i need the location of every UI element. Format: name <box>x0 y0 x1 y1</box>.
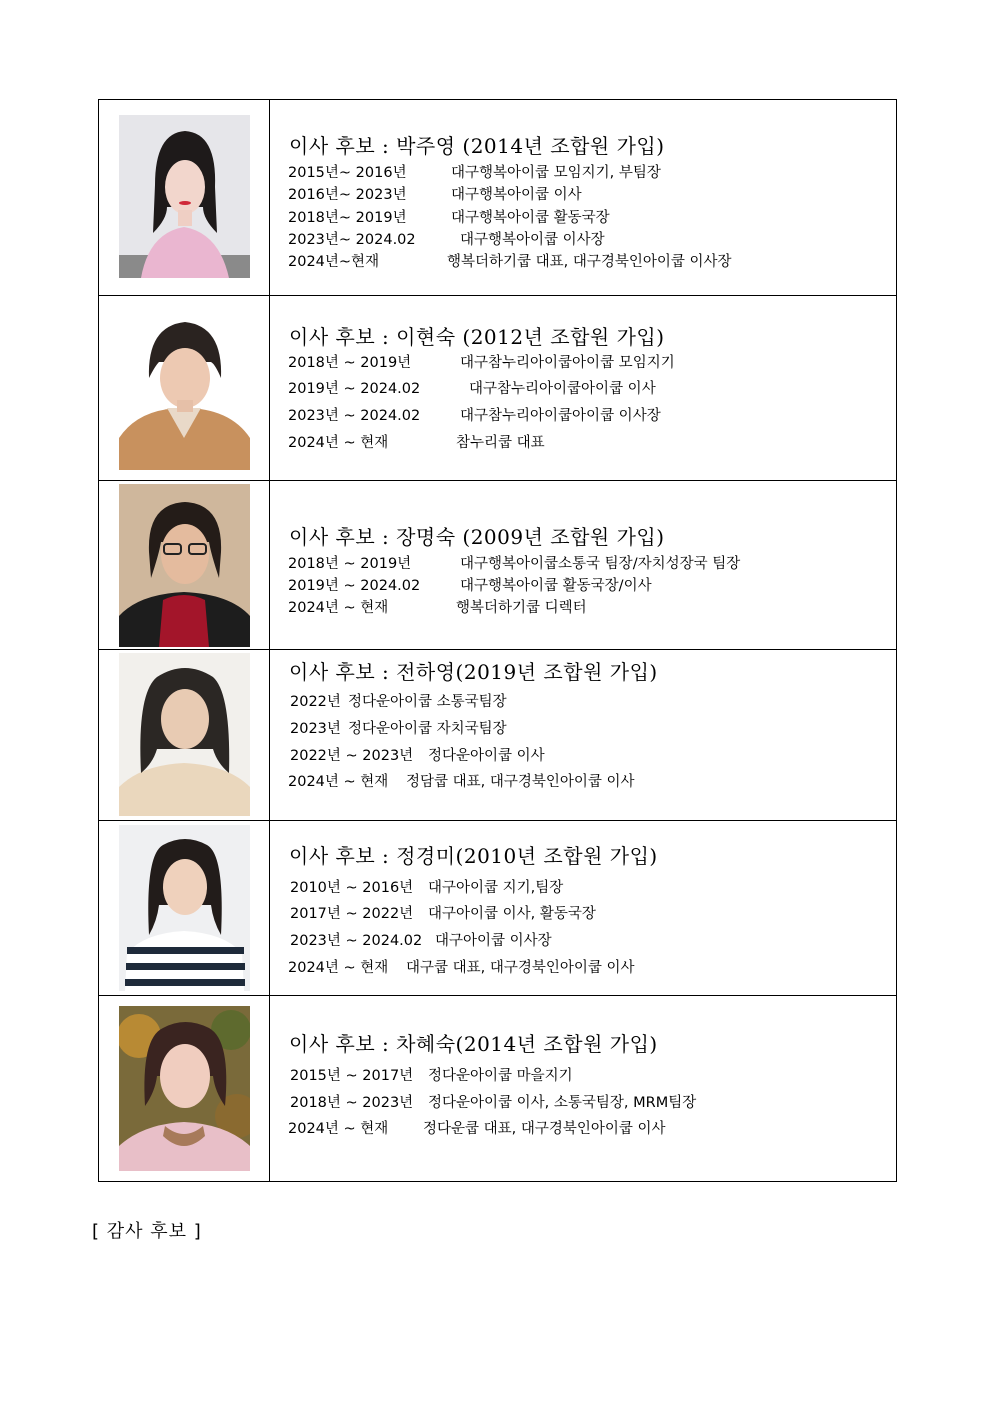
history-item <box>290 744 545 765</box>
history-period: 2019년 ~ 2024.02 <box>288 381 421 397</box>
history-role: 대구행복아이쿱 이사 <box>451 187 582 203</box>
history-period: 2023년 ~ 2024.02 <box>290 933 423 949</box>
history-role: 행복더하기쿱 디렉터 <box>456 600 587 616</box>
info-cell <box>270 296 897 481</box>
history-period: 2024년 ~ 현재 <box>288 435 389 451</box>
history-role: 정다운쿱 대표, 대구경북인아이쿱 이사 <box>423 1121 666 1137</box>
photo-cell <box>99 650 270 821</box>
candidate-title: 이사 후보 : 차혜숙(2014년 조합원 가입) <box>289 1032 658 1056</box>
history-item <box>288 250 732 271</box>
candidate-photo <box>119 115 250 278</box>
history-role: 대구행복아이쿱 활동국장 <box>451 210 610 226</box>
history-item <box>288 183 582 204</box>
history-period: 2015년~ 2016년 <box>288 165 407 181</box>
candidate-title: 이사 후보 : 이현숙 (2012년 조합원 가입) <box>289 325 665 349</box>
history-role: 정다운아이쿱 이사 <box>428 748 545 764</box>
candidate-table <box>98 99 897 1182</box>
history-period: 2018년 ~ 2023년 <box>290 1095 414 1111</box>
info-cell <box>270 821 897 996</box>
history-role: 정다운아이쿱 이사, 소통국팀장, MRM팀장 <box>428 1095 697 1111</box>
history-period: 2024년 ~ 현재 <box>288 774 389 790</box>
history-period: 2019년 ~ 2024.02 <box>288 578 421 594</box>
candidate-photo <box>119 308 250 470</box>
candidate-photo <box>119 1006 250 1171</box>
history-item <box>288 956 635 977</box>
history-role: 정다운아이쿱 자치국팀장 <box>348 721 507 737</box>
history-item <box>288 770 635 791</box>
history-role: 대구아이쿱 지기,팀장 <box>428 880 564 896</box>
history-period: 2022년 ~ 2023년 <box>290 748 414 764</box>
candidate-row <box>99 296 897 481</box>
candidate-title: 이사 후보 : 장명숙 (2009년 조합원 가입) <box>289 525 665 549</box>
history-item <box>288 228 605 249</box>
history-period: 2023년~ 2024.02 <box>288 232 416 248</box>
history-role: 대구행복아이쿱소통국 팀장/자치성장국 팀장 <box>460 556 741 572</box>
history-period: 2024년 ~ 현재 <box>288 600 389 616</box>
history-role: 정다운아이쿱 소통국팀장 <box>348 694 507 710</box>
history-item <box>290 1064 573 1085</box>
candidate-row <box>99 821 897 996</box>
candidate-title: 이사 후보 : 정경미(2010년 조합원 가입) <box>289 844 658 868</box>
history-role: 대구참누리아이쿱아이쿱 모임지기 <box>460 355 675 371</box>
candidate-title: 이사 후보 : 전하영(2019년 조합원 가입) <box>289 660 658 684</box>
history-role: 대구참누리아이쿱아이쿱 이사 <box>469 381 656 397</box>
info-cell <box>270 996 897 1182</box>
history-item <box>290 929 552 950</box>
history-period: 2024년 ~ 현재 <box>288 960 389 976</box>
history-period: 2024년 ~ 현재 <box>288 1121 389 1137</box>
history-item <box>290 1091 696 1112</box>
history-role: 대구아이쿱 이사장 <box>435 933 552 949</box>
history-period: 2023년 <box>290 721 341 737</box>
history-period: 2015년 ~ 2017년 <box>290 1068 414 1084</box>
history-item <box>288 206 610 227</box>
history-role: 대구참누리아이쿱아이쿱 이사장 <box>460 408 661 424</box>
candidate-photo <box>119 653 250 816</box>
history-period: 2023년 ~ 2024.02 <box>288 408 421 424</box>
history-period: 2016년~ 2023년 <box>288 187 407 203</box>
history-role: 대구행복아이쿱 모임지기, 부팀장 <box>451 165 661 181</box>
history-role: 대구아이쿱 이사, 활동국장 <box>428 906 596 922</box>
history-period: 2022년 <box>290 694 341 710</box>
history-role: 행복더하기쿱 대표, 대구경북인아이쿱 이사장 <box>447 254 732 270</box>
info-cell <box>270 481 897 650</box>
history-role: 참누리쿱 대표 <box>456 435 545 451</box>
history-item <box>288 377 656 398</box>
history-item <box>288 596 587 617</box>
history-item <box>288 351 675 372</box>
history-item <box>288 431 545 452</box>
history-period: 2018년 ~ 2019년 <box>288 355 412 371</box>
photo-cell <box>99 821 270 996</box>
section-heading-auditor: [ 감사 후보 ] <box>92 1221 202 1242</box>
history-role: 정담쿱 대표, 대구경북인아이쿱 이사 <box>406 774 635 790</box>
photo-cell <box>99 296 270 481</box>
history-period: 2017년 ~ 2022년 <box>290 906 414 922</box>
candidate-title: 이사 후보 : 박주영 (2014년 조합원 가입) <box>289 134 665 158</box>
history-item <box>290 902 596 923</box>
history-item <box>290 717 507 738</box>
history-item <box>288 574 652 595</box>
info-cell <box>270 650 897 821</box>
photo-cell <box>99 100 270 296</box>
history-role: 대구행복아이쿱 이사장 <box>460 232 605 248</box>
candidate-photo <box>119 484 250 647</box>
photo-cell <box>99 481 270 650</box>
candidate-row <box>99 481 897 650</box>
history-role: 대구행복아이쿱 활동국장/이사 <box>460 578 652 594</box>
info-cell <box>270 100 897 296</box>
history-item <box>288 1117 666 1138</box>
history-item <box>288 161 661 182</box>
history-period: 2018년 ~ 2019년 <box>288 556 412 572</box>
history-item <box>288 404 661 425</box>
history-period: 2018년~ 2019년 <box>288 210 407 226</box>
history-item <box>290 690 507 711</box>
history-item <box>290 876 563 897</box>
candidate-row <box>99 650 897 821</box>
history-role: 정다운아이쿱 마을지기 <box>428 1068 573 1084</box>
history-role: 대구쿱 대표, 대구경북인아이쿱 이사 <box>406 960 635 976</box>
candidate-row <box>99 996 897 1182</box>
photo-cell <box>99 996 270 1182</box>
history-period: 2010년 ~ 2016년 <box>290 880 414 896</box>
candidate-photo <box>119 825 250 991</box>
candidate-row <box>99 100 897 296</box>
history-item <box>288 552 740 573</box>
history-period: 2024년~현재 <box>288 254 380 270</box>
